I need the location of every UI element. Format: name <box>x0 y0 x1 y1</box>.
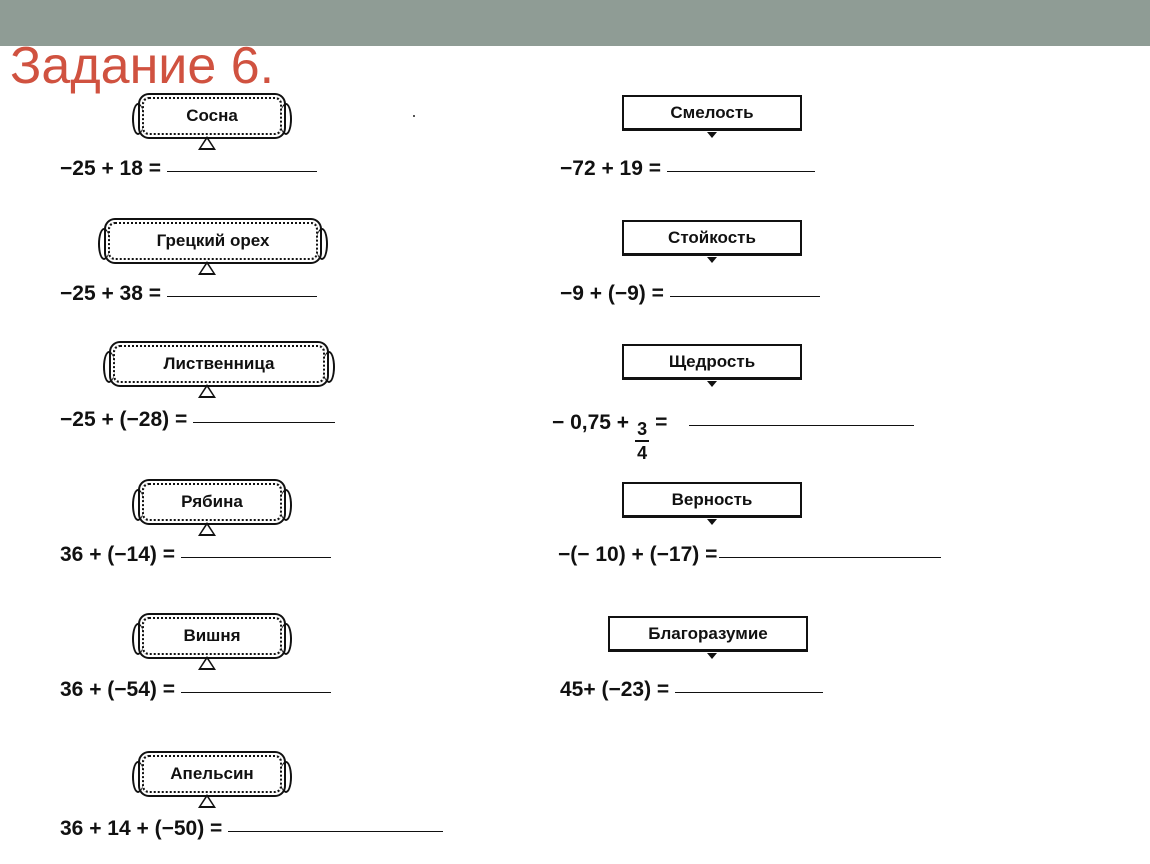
quality-label: Верность <box>671 489 753 509</box>
equation-text: −(− 10) + (−17) = <box>558 543 718 566</box>
answer-line[interactable] <box>689 424 914 426</box>
equation-text: −25 + 38 = <box>60 282 162 305</box>
quality-label-box <box>622 95 802 131</box>
label-pointer-icon <box>198 261 216 275</box>
slide-title: Задание 6. <box>10 37 275 95</box>
tree-label: Вишня <box>183 626 241 645</box>
equation <box>60 543 331 567</box>
tree-label: Сосна <box>186 106 238 125</box>
tree-label-box <box>142 97 282 135</box>
quality-label: Щедрость <box>668 351 756 371</box>
equation <box>558 543 941 567</box>
answer-line[interactable] <box>167 170 317 172</box>
tree-label-box <box>142 617 282 655</box>
quality-label-box <box>608 616 808 652</box>
tree-label-box <box>142 483 282 521</box>
equation <box>60 408 335 432</box>
label-pointer-icon <box>198 136 216 150</box>
answer-line[interactable] <box>181 691 331 693</box>
tree-label-box <box>113 345 325 383</box>
banner-tail-icon <box>707 381 717 387</box>
label-pointer-icon <box>198 656 216 670</box>
tree-label: Грецкий орех <box>156 231 270 250</box>
equation <box>560 282 820 306</box>
tree-label-box <box>142 755 282 793</box>
equation <box>60 817 443 841</box>
answer-line[interactable] <box>719 556 941 558</box>
equation-text: −25 + (−28) = <box>60 408 188 431</box>
quality-label: Стойкость <box>668 227 756 247</box>
banner-tail-icon <box>707 653 717 659</box>
equation <box>60 282 317 306</box>
tree-label-box <box>108 222 318 260</box>
quality-label-box <box>622 482 802 518</box>
stray-dot <box>413 115 415 117</box>
fraction-denominator: 4 <box>637 443 648 463</box>
tree-label: Апельсин <box>170 764 254 783</box>
fraction-numerator: 3 <box>635 420 649 442</box>
equation-text: −25 + 18 = <box>60 157 162 180</box>
answer-line[interactable] <box>228 830 443 832</box>
equation <box>60 157 317 181</box>
label-pointer-icon <box>198 522 216 536</box>
quality-label-box <box>622 220 802 256</box>
equation-post: = <box>655 411 668 434</box>
equation <box>60 678 331 702</box>
label-pointer-icon <box>198 384 216 398</box>
equation-text: −72 + 19 = <box>560 157 662 180</box>
answer-line[interactable] <box>167 295 317 297</box>
equation <box>552 411 914 463</box>
answer-line[interactable] <box>667 170 815 172</box>
tree-label: Рябина <box>181 492 243 511</box>
equation <box>560 678 823 702</box>
banner-tail-icon <box>707 519 717 525</box>
answer-line[interactable] <box>181 556 331 558</box>
equation-text: −9 + (−9) = <box>560 282 664 305</box>
equation-text: 36 + 14 + (−50) = <box>60 817 223 840</box>
equation-text: 45+ (−23) = <box>560 678 670 701</box>
answer-line[interactable] <box>675 691 823 693</box>
banner-tail-icon <box>707 257 717 263</box>
equation <box>560 157 815 181</box>
equation-text: 36 + (−14) = <box>60 543 175 566</box>
tree-label: Лиственница <box>163 354 275 373</box>
label-pointer-icon <box>198 794 216 808</box>
banner-tail-icon <box>707 132 717 138</box>
equation-pre: − 0,75 + <box>552 411 630 434</box>
quality-label: Смелость <box>670 102 754 122</box>
fraction <box>635 420 649 462</box>
quality-label: Благоразумие <box>648 623 768 643</box>
answer-line[interactable] <box>670 295 820 297</box>
answer-line[interactable] <box>193 421 335 423</box>
quality-label-box <box>622 344 802 380</box>
equation-text: 36 + (−54) = <box>60 678 175 701</box>
